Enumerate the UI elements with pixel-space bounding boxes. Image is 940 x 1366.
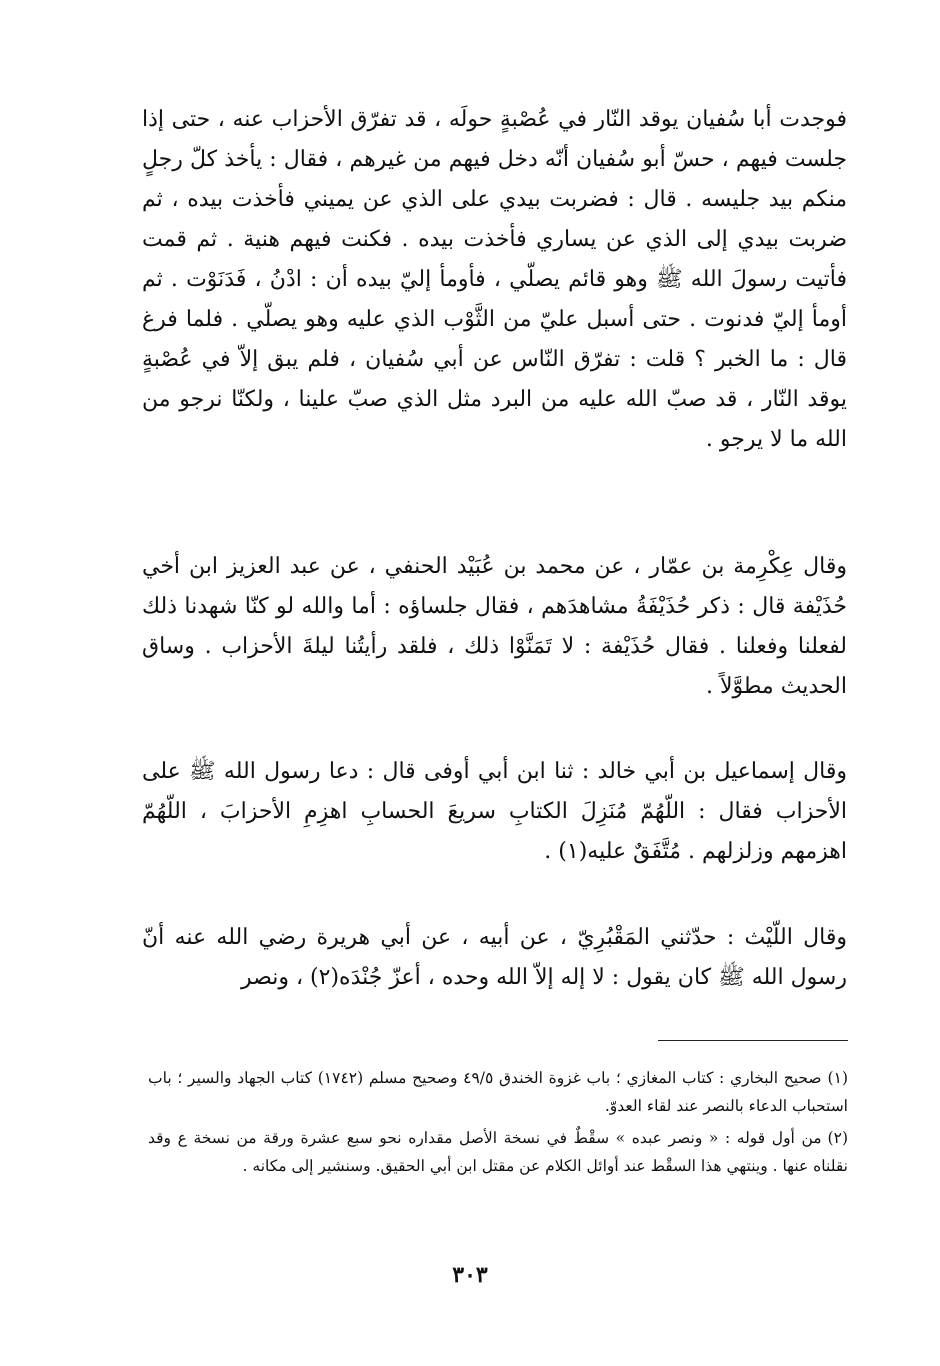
page-number: ٣٠٣ [452,1262,488,1288]
footnote-marker: (١) [827,1069,848,1087]
footnote-text: من أول قوله : « ونصر عبده » سقْطٌ في نسخة الأصل مقداره نحو سبع عشرة ورقة من نسخة ع وقد نقلناه عنها . وينتهي هذا السقْط عند أوائل الكلام عن مقتل ابن أبي الحقيق. وسنشير إلى مكانه . [148,1129,848,1175]
footnote-text: صحيح البخاري : كتاب المغازي ؛ باب غزوة الخندق ٤٩/٥ وصحيح مسلم (١٧٤٢) كتاب الجهاد والسير ؛ باب استحباب الدعاء بالنصر عند لقاء العدوّ. [148,1069,848,1115]
footnote-marker: (٢) [827,1129,848,1147]
footnote-separator [658,1040,848,1041]
body-paragraph-3: وقال إسماعيل بن أبي خالد : ثنا ابن أبي أوفى قال : دعا رسول الله ﷺ على الأحزاب فقال : اللّهُمّ مُنَزِلَ الكتابِ سريعَ الحسابِ اهزِمِ الأحزابَ ، اللّهُمّ اهزمهم وزلزلهم . مُتَّفَقٌ عليه(١) . [142,759,847,864]
footnote-2 [148,1124,848,1180]
body-paragraph-4: وقال اللّيْث : حدّثني المَقْبُرِيّ ، عن أبيه ، عن أبي هريرة رضي الله عنه أنّ رسول الله ﷺ كان يقول : لا إله إلاّ الله وحده ، أعزّ جُنْدَه(٢) ، ونصر [142,925,847,990]
footnote-1 [148,1064,848,1120]
footnotes [148,1064,848,1184]
body-paragraph-1: فوجدت أبا سُفيان يوقد النّار في عُصْبةٍ حولَه ، قد تفرّق الأحزاب عنه ، حتى إذا جلست فيهم ، حسّ أبو سُفيان أنّه دخل فيهم من غيرهم ، فقال : يأخذ كلّ رجلٍ منكم بيد جليسه . قال : فضربت بيدي على الذي عن يميني فأخذت بيده ، ثم ضربت بيدي إلى الذي عن يساري فأخذت بيده . فكنت فيهم هنية . ثم قمت فأتيت رسولَ الله ﷺ وهو قائم يصلّي ، فأومأ إليّ بيده أن : ادْنُ ، فَدَنَوْت . ثم أومأ إليّ فدنوت . حتى أسبل عليّ من الثَّوْب الذي عليه وهو يصلّي . فلما فرغ قال : ما الخبر ؟ قلت : تفرّق النّاس عن أبي سُفيان ، فلم يبق إلاّ في عُصْبةٍ يوقد النّار ، قد صبّ الله عليه من البرد مثل الذي صبّ علينا ، ولكنّا نرجو من الله ما لا يرجو . [142,107,847,452]
body-paragraph-2: وقال عِكْرِمة بن عمّار ، عن محمد بن عُبَيْد الحنفي ، عن عبد العزيز ابن أخي حُذَيْفة قال : ذكر حُذَيْفَةُ مشاهدَهم ، فقال جلساؤه : أما والله لو كنّا شهدنا ذلك لفعلنا وفعلنا . فقال حُذَيْفة : لا تَمَنَّوْا ذلك ، فلقد رأيتُنا ليلةَ الأحزاب . وساق الحديث مطوَّلاً . [142,554,847,699]
